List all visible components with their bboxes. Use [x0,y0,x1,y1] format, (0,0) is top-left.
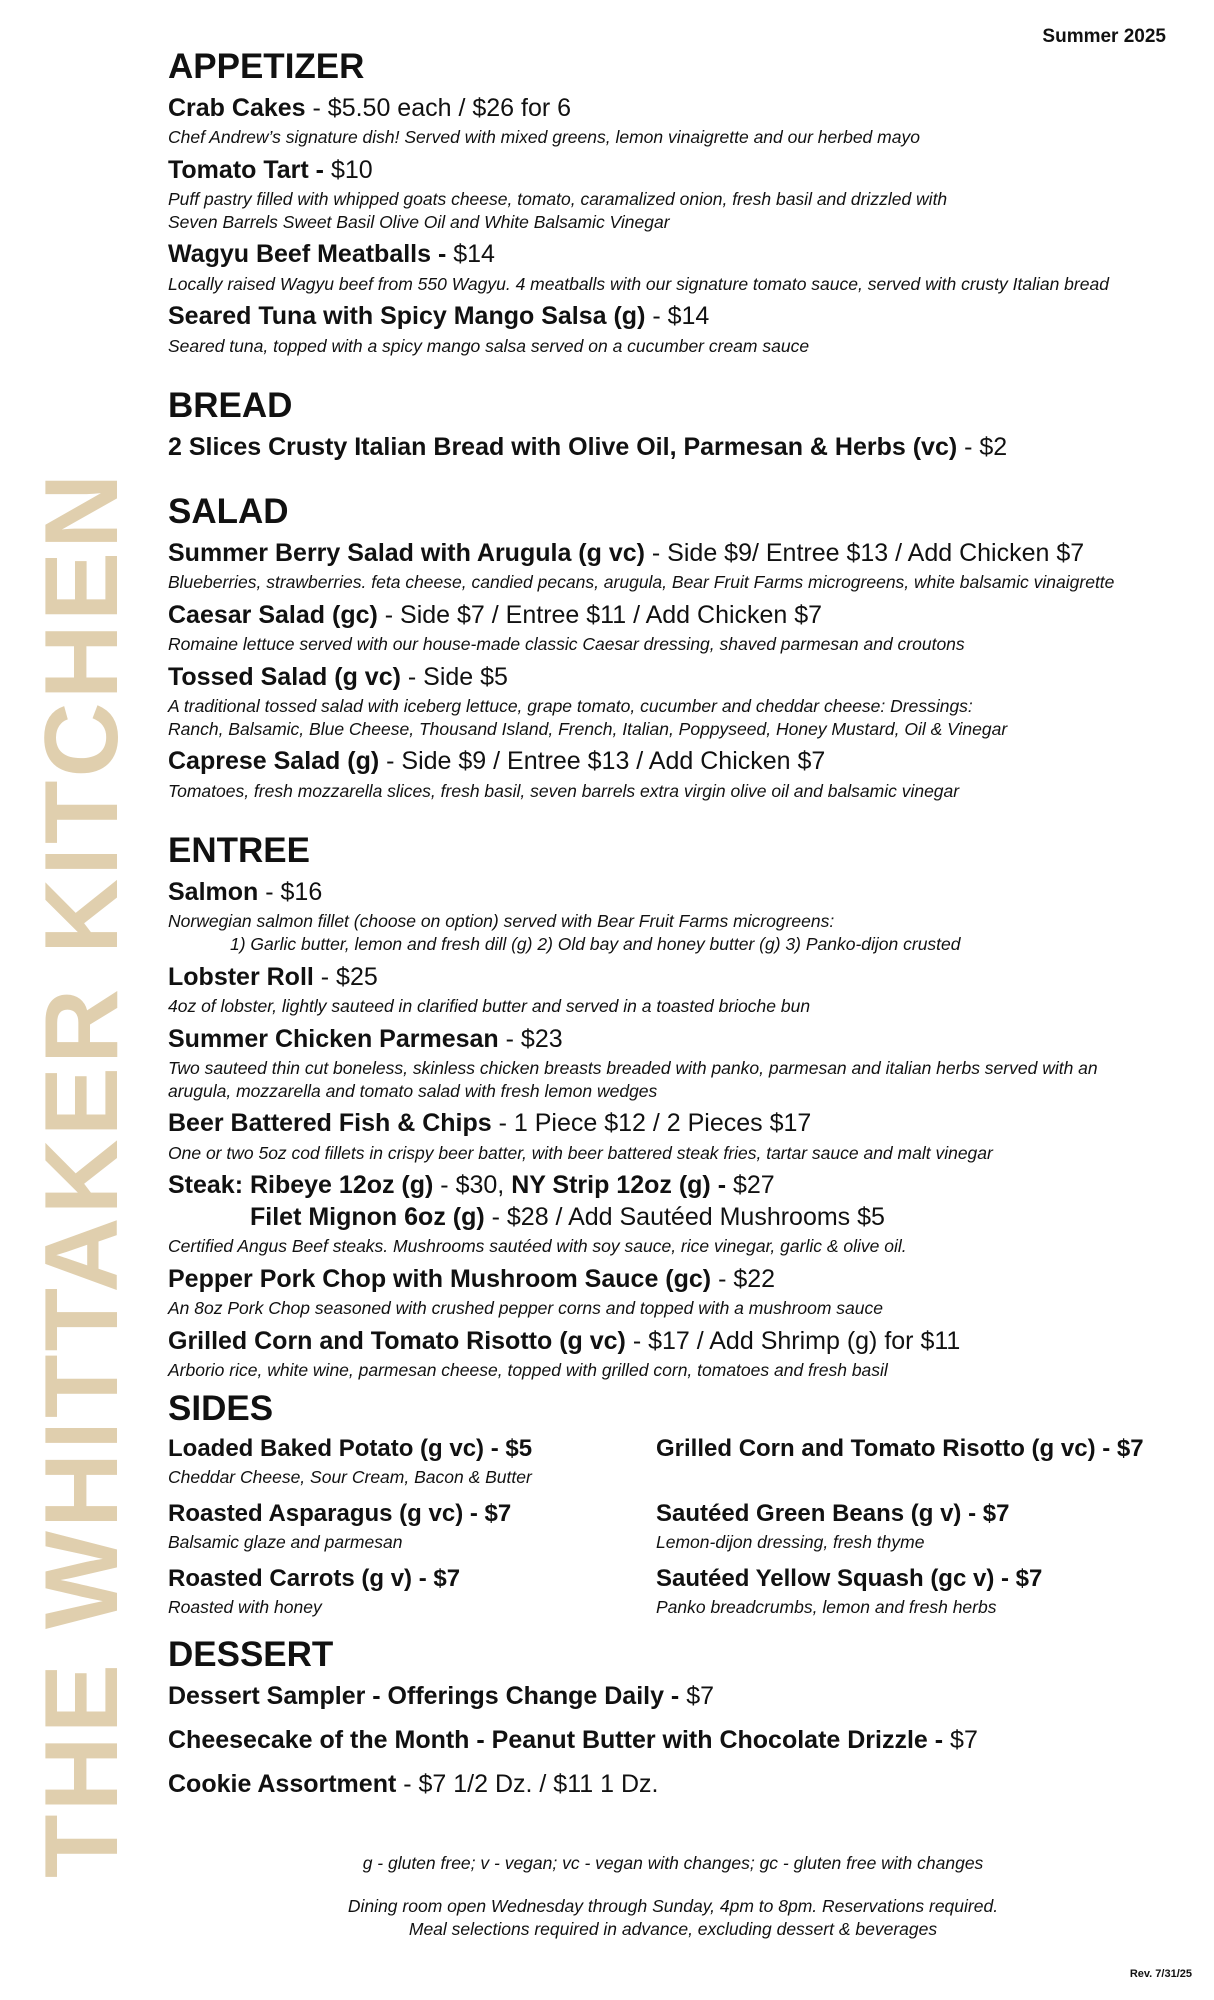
item-price: $10 [324,155,373,184]
item-name: Beer Battered Fish & Chips [168,1109,492,1138]
side-item [168,1564,656,1623]
menu-item [168,746,1178,802]
item-description: Two sauteed thin cut boneless, skinless chicken breasts breaded with panko, parmesan and italian herbs served with an [168,1057,1098,1078]
item-description: Chef Andrew’s signature dish! Served with mixed greens, lemon vinaigrette and our herbed mayo [168,126,920,147]
item-name: Filet Mignon 6oz (g) [250,1202,485,1231]
dessert-section [168,1636,1178,1799]
item-name: Loaded Baked Potato (g vc) - $5 [168,1435,533,1462]
item-name: Roasted Carrots (g v) - $7 [168,1564,461,1592]
revision-label: Rev. 7/31/25 [1129,1968,1192,1980]
item-price: $14 [446,240,495,269]
item-name: Tossed Salad (g vc) [168,662,401,691]
sides-grid [168,1434,1178,1628]
section-title-sides: SIDES [168,1388,274,1428]
item-name: Lobster Roll [168,962,314,991]
item-description: Cheddar Cheese, Sour Cream, Bacon & Butter [168,1467,532,1487]
menu-item [168,877,1178,956]
section-title-dessert: DESSERT [168,1635,334,1675]
menu-item [168,1264,1178,1320]
menu-content [168,48,1178,1813]
item-description: Panko breadcrumbs, lemon and fresh herbs [656,1596,997,1617]
item-name: Summer Berry Salad with Arugula (g vc) [168,538,645,567]
restaurant-name-vertical: THE WHITTAKER KITCHEN [24,470,140,1878]
side-item [656,1434,1176,1493]
side-item [168,1434,656,1493]
item-price: - Side $9 / Entree $13 / Add Chicken $7 [379,747,826,776]
item-price: - $30, [433,1171,512,1200]
item-name: Roasted Asparagus (g vc) - $7 [168,1499,512,1527]
item-name: Steak: Ribeye 12oz (g) [168,1171,434,1200]
item-name: Tomato Tart - [168,155,325,184]
item-name: Grilled Corn and Tomato Risotto (g vc) [168,1326,626,1355]
item-price: - $14 [645,302,710,331]
menu-item [168,1108,1178,1164]
item-description-line2: Ranch, Balsamic, Blue Cheese, Thousand Island, French, Italian, Poppyseed, Honey Mustard, Oil & Vinegar [168,718,1008,739]
side-item [656,1499,1176,1558]
item-description: Lemon-dijon dressing, fresh thyme [656,1531,925,1552]
item-description: Locally raised Wagyu beef from 550 Wagyu. 4 meatballs with our signature tomato sauce, served with crusty Italian bread [168,273,1109,294]
section-title-appetizer: APPETIZER [168,47,365,86]
section-title-entree: ENTREE [168,831,310,871]
season-label: Summer 2025 [1042,26,1166,47]
appetizer-section [168,48,1178,357]
item-description: Tomatoes, fresh mozzarella slices, fresh basil, seven barrels extra virgin olive oil and balsamic vinegar [168,780,960,801]
item-name: Cheesecake of the Month - Peanut Butter with Chocolate Drizzle - [168,1725,944,1754]
item-price: - $22 [711,1264,776,1293]
item-name: Salmon [168,877,259,906]
salad-section [168,493,1178,802]
item-description-line2: Seven Barrels Sweet Basil Olive Oil and White Balsamic Vinegar [168,211,670,232]
item-name: Sautéed Yellow Squash (gc v) - $7 [656,1564,1043,1592]
item-name: 2 Slices Crusty Italian Bread with Olive Oil, Parmesan & Herbs (vc) [168,432,958,461]
item-price: $7 [679,1681,715,1710]
item-name: Caesar Salad (gc) [168,600,378,629]
item-price: - $17 / Add Shrimp (g) for $11 [625,1326,961,1355]
item-description: Romaine lettuce served with our house-made classic Caesar dressing, shaved parmesan and croutons [168,633,965,654]
menu-item [168,1769,1178,1799]
side-item [168,1499,656,1558]
item-price: - $16 [258,877,323,906]
menu-item [168,432,1178,463]
item-description: Roasted with honey [168,1596,322,1617]
item-description: Seared tuna, topped with a spicy mango salsa served on a cucumber cream sauce [168,335,810,356]
item-name: Pepper Pork Chop with Mushroom Sauce (gc) [168,1264,712,1293]
item-price: - Side $9/ Entree $13 / Add Chicken $7 [644,538,1085,567]
item-name: Sautéed Green Beans (g v) - $7 [656,1499,1010,1527]
menu-item [168,1725,1178,1755]
menu-item [168,538,1178,594]
item-description: Balsamic glaze and parmesan [168,1531,403,1552]
menu-item [168,1326,1178,1382]
item-price: - 1 Piece $12 / 2 Pieces $17 [491,1109,812,1138]
item-name: Crab Cakes [168,93,306,122]
item-price: - $25 [313,962,378,991]
menu-item [168,239,1178,295]
section-title-bread: BREAD [168,386,293,426]
entree-section [168,832,1178,1381]
hours-notice [168,1895,1178,1941]
item-name: Grilled Corn and Tomato Risotto (g vc) - $7 [656,1435,1144,1462]
item-price: - $5.50 each / $26 for 6 [305,93,572,122]
item-name: Caprese Salad (g) [168,747,380,776]
item-description-line2: 1) Garlic butter, lemon and fresh dill (g) 2) Old bay and honey butter (g) 3) Panko-dijon crusted [230,933,961,954]
item-description-line2: arugula, mozzarella and tomato salad with fresh lemon wedges [168,1080,658,1101]
hours-line-1: Dining room open Wednesday through Sunday, 4pm to 8pm. Reservations required. [347,1896,999,1916]
item-name: Seared Tuna with Spicy Mango Salsa (g) [168,302,646,331]
item-name: NY Strip 12oz (g) - [511,1171,727,1200]
item-price: $7 [943,1725,978,1754]
item-description: A traditional tossed salad with iceberg lettuce, grape tomato, cucumber and cheddar cheese: Dressings: [168,695,973,716]
bread-section [168,387,1178,463]
side-item [656,1564,1176,1623]
item-description: Arborio rice, white wine, parmesan cheese, topped with grilled corn, tomatoes and fresh basil [168,1359,888,1380]
menu-item-steak [168,1170,1178,1257]
item-name: Dessert Sampler - Offerings Change Daily - [168,1681,680,1710]
item-price: - $23 [498,1024,563,1053]
item-price: - Side $5 [400,662,508,691]
dietary-legend: g - gluten free; v - vegan; vc - vegan with changes; gc - gluten free with changes [362,1853,984,1873]
item-description: 4oz of lobster, lightly sauteed in clarified butter and served in a toasted brioche bun [168,995,811,1016]
menu-item [168,1024,1178,1103]
item-name: Wagyu Beef Meatballs - [168,240,447,269]
item-price: - $7 1/2 Dz. / $11 1 Dz. [396,1769,659,1798]
menu-item [168,301,1178,357]
item-description: One or two 5oz cod fillets in crispy beer batter, with beer battered steak fries, tartar sauce and malt vinegar [168,1142,993,1163]
item-price: - $28 / Add Sautéed Mushrooms $5 [484,1202,885,1231]
menu-item [168,155,1178,234]
item-description: Certified Angus Beef steaks. Mushrooms sautéed with soy sauce, rice vinegar, garlic & olive oil. [168,1235,907,1256]
menu-item [168,962,1178,1018]
item-description: Puff pastry filled with whipped goats cheese, tomato, caramalized onion, fresh basil and drizzled with [168,188,948,209]
item-description: Norwegian salmon fillet (choose on option) served with Bear Fruit Farms microgreens: [168,911,835,931]
item-description: Blueberries, strawberries. feta cheese, candied pecans, arugula, Bear Fruit Farms microgreens, white balsamic vinaigrette [168,571,1115,592]
menu-item [168,600,1178,656]
item-name: Summer Chicken Parmesan [168,1024,499,1053]
item-description: An 8oz Pork Chop seasoned with crushed pepper corns and topped with a mushroom sauce [168,1297,884,1318]
menu-item [168,1681,1178,1711]
item-price: - Side $7 / Entree $11 / Add Chicken $7 [377,600,823,629]
section-title-salad: SALAD [168,492,289,531]
item-price: - $2 [957,432,1008,461]
item-price: $27 [726,1171,775,1200]
menu-item [168,662,1178,741]
menu-item [168,93,1178,149]
sides-section [168,1390,1178,1629]
hours-line-2: Meal selections required in advance, excluding dessert & beverages [408,1918,938,1939]
item-name: Cookie Assortment [168,1769,397,1798]
